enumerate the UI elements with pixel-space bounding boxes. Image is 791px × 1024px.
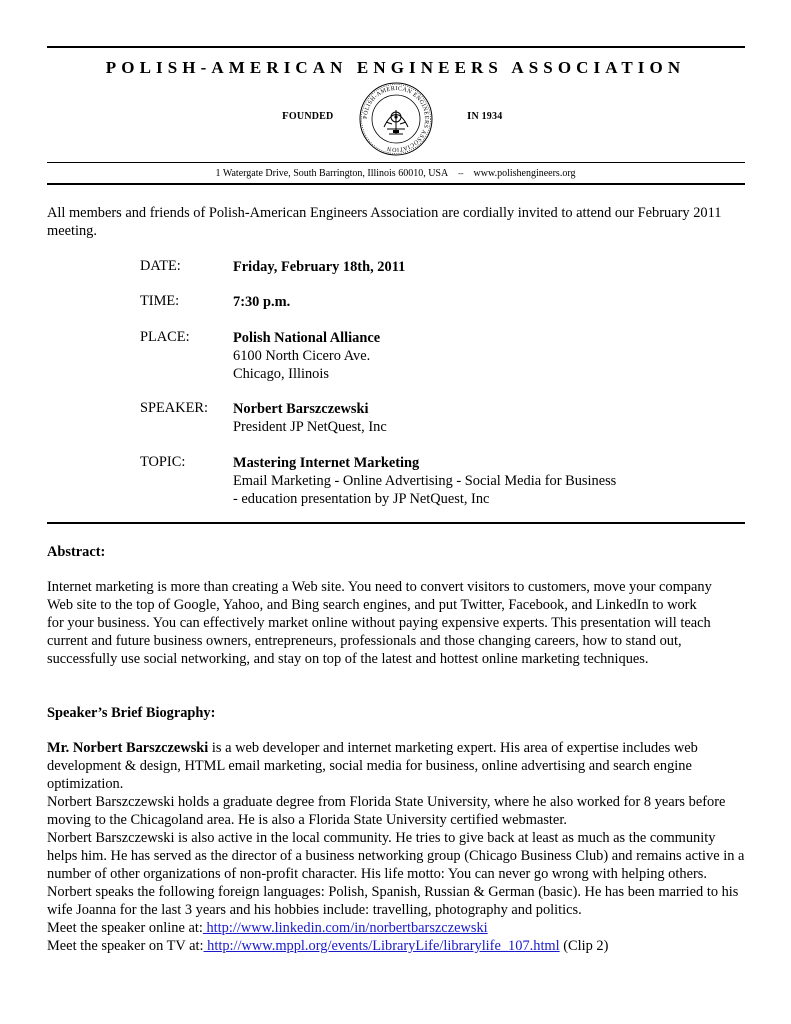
topic-label: TOPIC: [140, 454, 186, 470]
founded-year: IN 1934 [467, 110, 503, 122]
place-value [233, 329, 380, 383]
biography-body [47, 739, 747, 955]
topic-line-2: - education presentation by JP NetQuest, Inc [233, 491, 490, 507]
bio-paragraph-1: Mr. Norbert Barszczewski is a web developer and internet marketing expert. His area of expertise includes web development & design, HTML email marketing, social media for business, online advertising and search engine optimization. [47, 740, 698, 792]
place-name: Polish National Alliance [233, 330, 381, 346]
bio-online-line [47, 919, 747, 937]
place-street: 6100 North Cicero Ave. [233, 348, 371, 364]
speaker-title: President JP NetQuest, Inc [233, 419, 387, 435]
bio-speaker-name: Mr. Norbert Barszczewski [47, 740, 209, 756]
speaker-label: SPEAKER: [140, 400, 208, 416]
organization-title: POLISH-AMERICAN ENGINEERS ASSOCIATION [105, 58, 686, 77]
association-seal-logo [359, 82, 433, 156]
address-bottom-rule [47, 183, 745, 185]
bio-paragraph-4: Norbert speaks the following foreign languages: Polish, Spanish, Russian & German (basic). He has been married to his wife Joanna for the last 3 years and his hobbies include: travelling, photography and politics. [47, 884, 739, 918]
website-text: www.polishengineers.org [473, 168, 576, 179]
library-tv-link[interactable]: http://www.mppl.org/events/LibraryLife/librarylife_107.html [203, 938, 560, 954]
abstract-text: Internet marketing is more than creating a Web site. You need to convert visitors to customers, move your company Web site to the top of Google, Yahoo, and Bing search engines, and put Twitter, Facebook, and LinkedIn to work for your business. You can effectively market online without paying expensive experts. This presentation will teach current and future business owners, entrepreneurs, professionals and those changing careers, how to stand out, successfully use social networking, and stay on top of the latest and hottest online marketing techniques. [47, 579, 712, 667]
place-city: Chicago, Illinois [233, 366, 329, 382]
date-value: Friday, February 18th, 2011 [233, 259, 406, 275]
place-label: PLACE: [140, 329, 190, 345]
address-text: 1 Watergate Drive, South Barrington, Illinois 60010, USA [215, 168, 449, 179]
topic-value [233, 454, 616, 508]
tv-label: Meet the speaker on TV at: [47, 938, 204, 954]
online-label: Meet the speaker online at: [47, 920, 203, 936]
address-line [0, 168, 791, 179]
bio-tv-line [47, 937, 747, 955]
invitation-text: All members and friends of Polish-American Engineers Association are cordially invited to attend our February 2011 meeting. [47, 205, 722, 239]
founded-label: FOUNDED [282, 110, 334, 122]
tv-clip-note: (Clip 2) [559, 938, 609, 954]
time-value: 7:30 p.m. [233, 294, 291, 310]
svg-text:POLISH-AMERICAN ENGINEERS ASSO: POLISH-AMERICAN ENGINEERS ASSOCIATION [362, 85, 430, 153]
address-separator: -- [458, 169, 464, 178]
details-bottom-rule [47, 522, 745, 524]
speaker-value [233, 400, 387, 436]
top-rule [47, 46, 745, 48]
linkedin-link[interactable]: http://www.linkedin.com/in/norbertbarszczewski [202, 920, 488, 936]
time-label: TIME: [140, 293, 180, 309]
topic-line-1: Email Marketing - Online Advertising - Social Media for Business [233, 473, 617, 489]
date-label: DATE: [140, 258, 181, 274]
abstract-heading: Abstract: [47, 544, 106, 560]
bio-paragraph-2: Norbert Barszczewski holds a graduate degree from Florida State University, where he also worked for 8 years before moving to the Chicagoland area. He is also a Florida State University certified webmaster. [47, 794, 726, 828]
bio-paragraph-3: Norbert Barszczewski is also active in the local community. He tries to give back at least as much as the community helps him. He has served as the director of a business networking group (Chicago Business Club) and remains active in a number of other organizations of non-profit character. His life motto: You can never go wrong with helping others. [47, 830, 745, 882]
topic-title: Mastering Internet Marketing [233, 455, 420, 471]
biography-heading: Speaker’s Brief Biography: [47, 705, 216, 721]
address-top-rule [47, 162, 745, 163]
speaker-name: Norbert Barszczewski [233, 401, 369, 417]
